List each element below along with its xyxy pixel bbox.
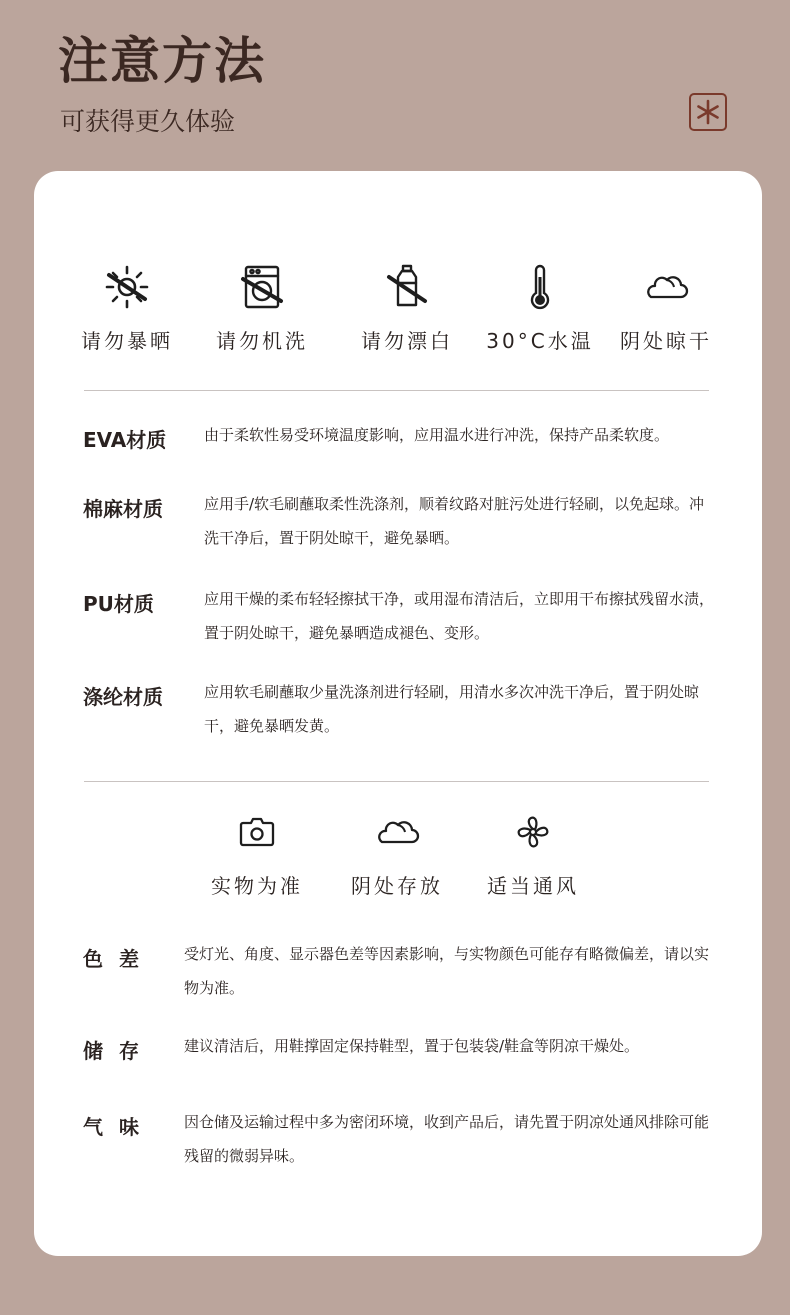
note-title: 色差 <box>83 947 155 971</box>
material-title: 棉麻材质 <box>83 497 163 521</box>
page-subtitle: 可获得更久体验 <box>60 107 236 136</box>
material-text: 应用手/软毛刷蘸取柔性洗涤剂，顺着纹路对脏污处进行轻刷，以免起球。冲洗干净后，置于阴处晾干，避免暴晒。 <box>204 495 705 547</box>
tip-label-ventilation: 适当通风 <box>487 874 579 898</box>
note-text: 因仓储及运输过程中多为密闭环境，收到产品后，请先置于阴凉处通风排除可能残留的微弱异味。 <box>184 1113 710 1165</box>
no-machine-wash-icon <box>238 263 286 311</box>
divider <box>84 390 709 391</box>
no-bleach-icon <box>383 263 431 311</box>
care-label-shade-dry: 阴处晾干 <box>620 329 712 353</box>
cloud-icon <box>373 808 421 856</box>
thermometer-icon <box>516 263 564 311</box>
tip-item-actual-product <box>187 808 327 899</box>
material-text: 由于柔软性易受环境温度影响，应用温水进行冲洗，保持产品柔软度。 <box>204 426 670 444</box>
material-title: EVA材质 <box>83 428 167 452</box>
note-title: 储存 <box>83 1039 155 1063</box>
care-item-water-temp <box>470 263 610 354</box>
care-item-shade-dry <box>596 263 736 354</box>
care-label-no-sun: 请勿暴晒 <box>81 329 173 353</box>
tip-label-shade-storage: 阴处存放 <box>351 874 443 898</box>
tip-label-actual-product: 实物为准 <box>211 874 303 898</box>
care-label-no-machine-wash: 请勿机洗 <box>216 329 308 353</box>
cloud-icon <box>642 263 690 311</box>
divider <box>84 781 709 782</box>
care-card <box>34 171 762 1256</box>
care-item-no-sun <box>57 263 197 354</box>
page-title: 注意方法 <box>58 32 266 90</box>
care-item-no-machine-wash <box>192 263 332 354</box>
asterisk-icon <box>689 93 727 131</box>
care-item-no-bleach <box>337 263 477 354</box>
fan-icon <box>509 808 557 856</box>
care-label-no-bleach: 请勿漂白 <box>361 329 453 353</box>
camera-icon <box>233 808 281 856</box>
note-text: 建议清洁后，用鞋撑固定保持鞋型，置于包装袋/鞋盒等阴凉干燥处。 <box>184 1037 640 1055</box>
material-title: PU材质 <box>83 592 154 616</box>
note-title: 气味 <box>83 1115 155 1139</box>
material-text: 应用软毛刷蘸取少量洗涤剂进行轻刷，用清水多次冲洗干净后，置于阴处晾干，避免暴晒发黄。 <box>204 683 700 735</box>
tip-item-shade-storage <box>327 808 467 899</box>
tip-item-ventilation <box>463 808 603 899</box>
note-text: 受灯光、角度、显示器色差等因素影响，与实物颜色可能存有略微偏差，请以实物为准。 <box>184 945 710 997</box>
material-text: 应用干燥的柔布轻轻擦拭干净，或用湿布清洁后，立即用干布擦拭残留水渍，置于阴处晾干，避免暴晒造成褪色、变形。 <box>204 590 715 642</box>
material-title: 涤纶材质 <box>83 685 163 709</box>
no-sun-icon <box>103 263 151 311</box>
care-label-water-temp: 30°C水温 <box>486 329 594 353</box>
